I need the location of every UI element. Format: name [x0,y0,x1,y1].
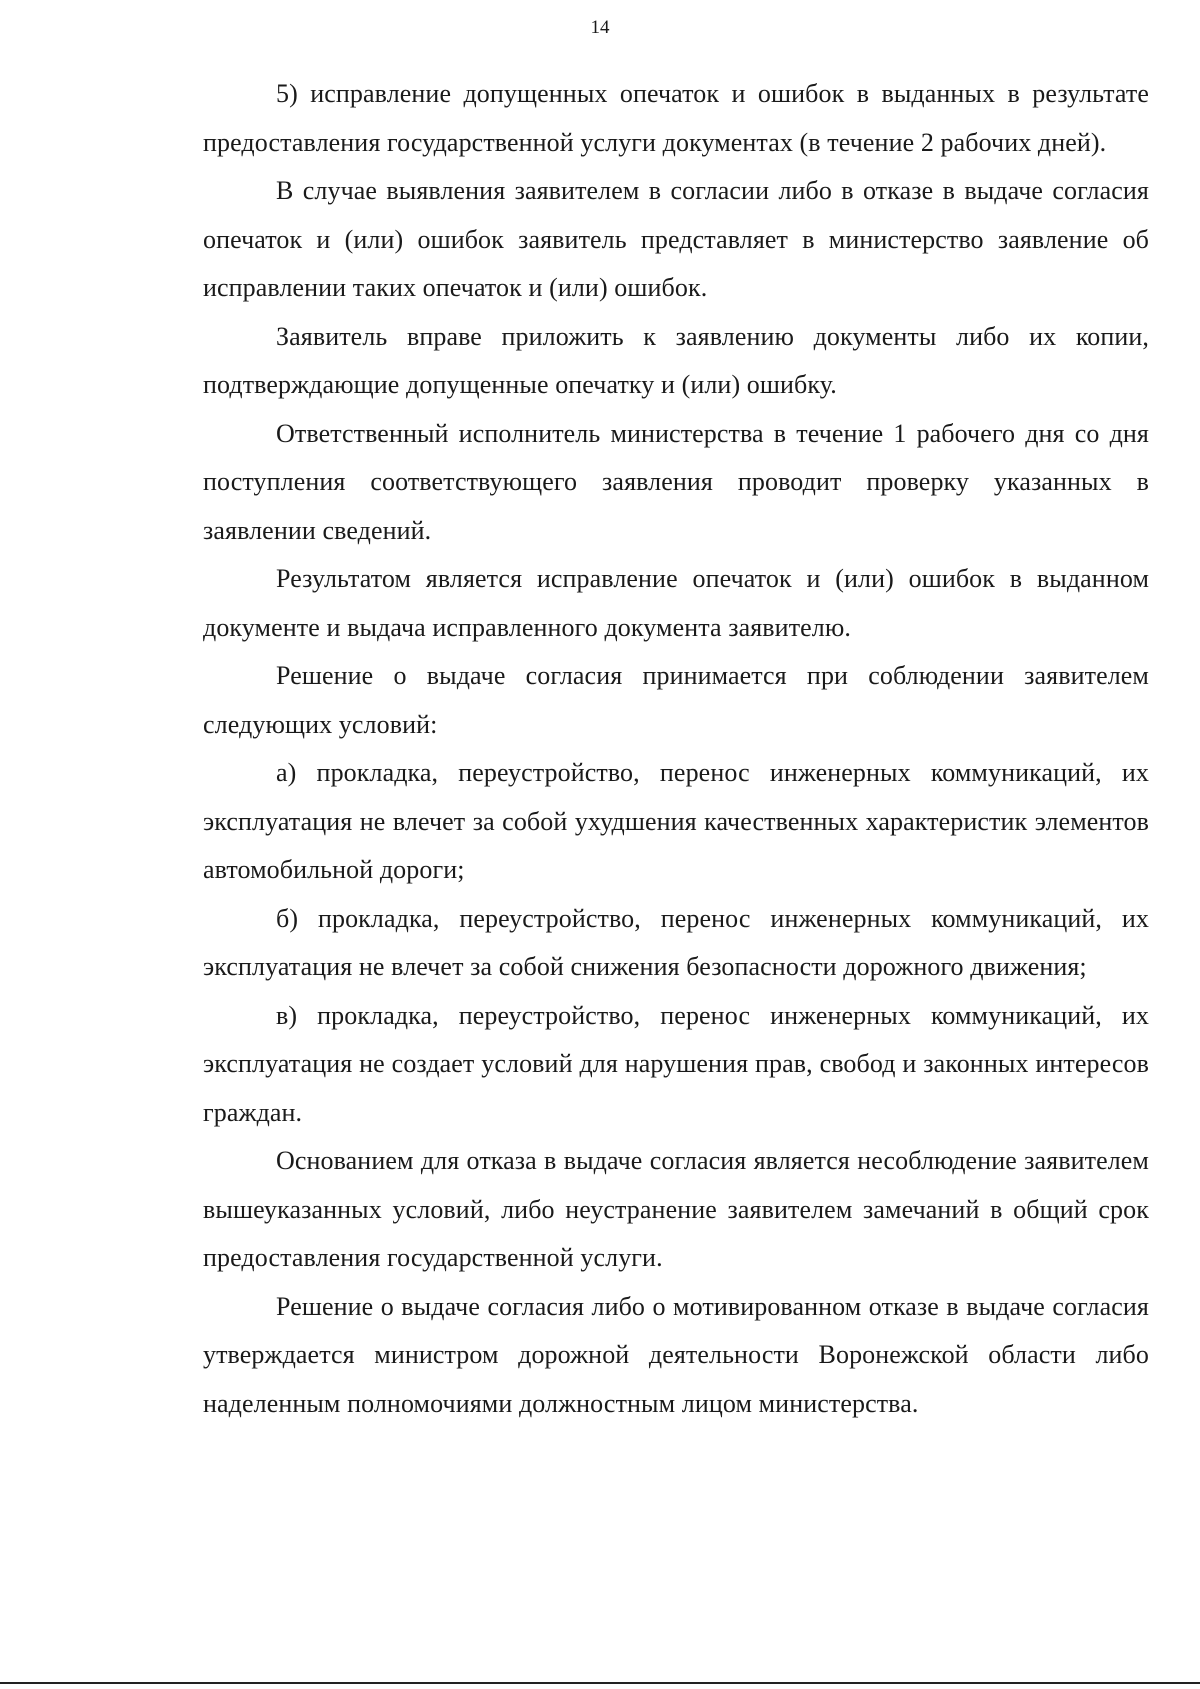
paragraph-refusal-grounds: Основанием для отказа в выдаче согласия является несоблюдение заявителем вышеуказанных условий, либо неустранение заявителем замечаний в общий срок предоставления государственной услуги. [203,1146,1149,1272]
paragraph-condition-a: а) прокладка, переустройство, перенос инженерных коммуникаций, их эксплуатация не влечет за собой ухудшения качественных характеристик элементов автомобильной дороги; [203,758,1149,884]
bottom-rule [0,1682,1200,1684]
paragraph-result: Результатом является исправление опечаток и (или) ошибок в выданном документе и выдача исправленного документа заявителю. [203,564,1149,642]
paragraph-attach-documents: Заявитель вправе приложить к заявлению документы либо их копии, подтверждающие допущенные опечатку и (или) ошибку. [203,321,1149,399]
paragraph-responsible-executor: Ответственный исполнитель министерства в течение 1 рабочего дня со дня поступления соответствующего заявления проводит проверку указанных в заявлении сведений. [203,418,1149,545]
paragraph-decision-approval: Решение о выдаче согласия либо о мотивированном отказе в выдаче согласия утверждается министром дорожной деятельности Воронежской области либо наделенным полномочиями должностным лицом министерства. [203,1291,1149,1418]
paragraph-item-5-correction: 5) исправление допущенных опечаток и ошибок в выданных в результате предоставления государственной услуги документах (в течение 2 рабочих дней). [203,79,1149,157]
paragraph-decision-conditions: Решение о выдаче согласия принимается при соблюдении заявителем следующих условий: [203,661,1149,739]
document-body [203,70,1149,1428]
paragraph-condition-b: б) прокладка, переустройство, перенос инженерных коммуникаций, их эксплуатация не влечет за собой снижения безопасности дорожного движения; [203,903,1149,981]
paragraph-errors-detected: В случае выявления заявителем в согласии либо в отказе в выдаче согласия опечаток и (или) ошибок заявитель представляет в министерство заявление об исправлении таких опечаток и (или) ошибок. [203,176,1149,302]
page-number: 14 [590,17,610,38]
paragraph-condition-c: в) прокладка, переустройство, перенос инженерных коммуникаций, их эксплуатация не создает условий для нарушения прав, свобод и законных интересов граждан. [203,1000,1149,1127]
